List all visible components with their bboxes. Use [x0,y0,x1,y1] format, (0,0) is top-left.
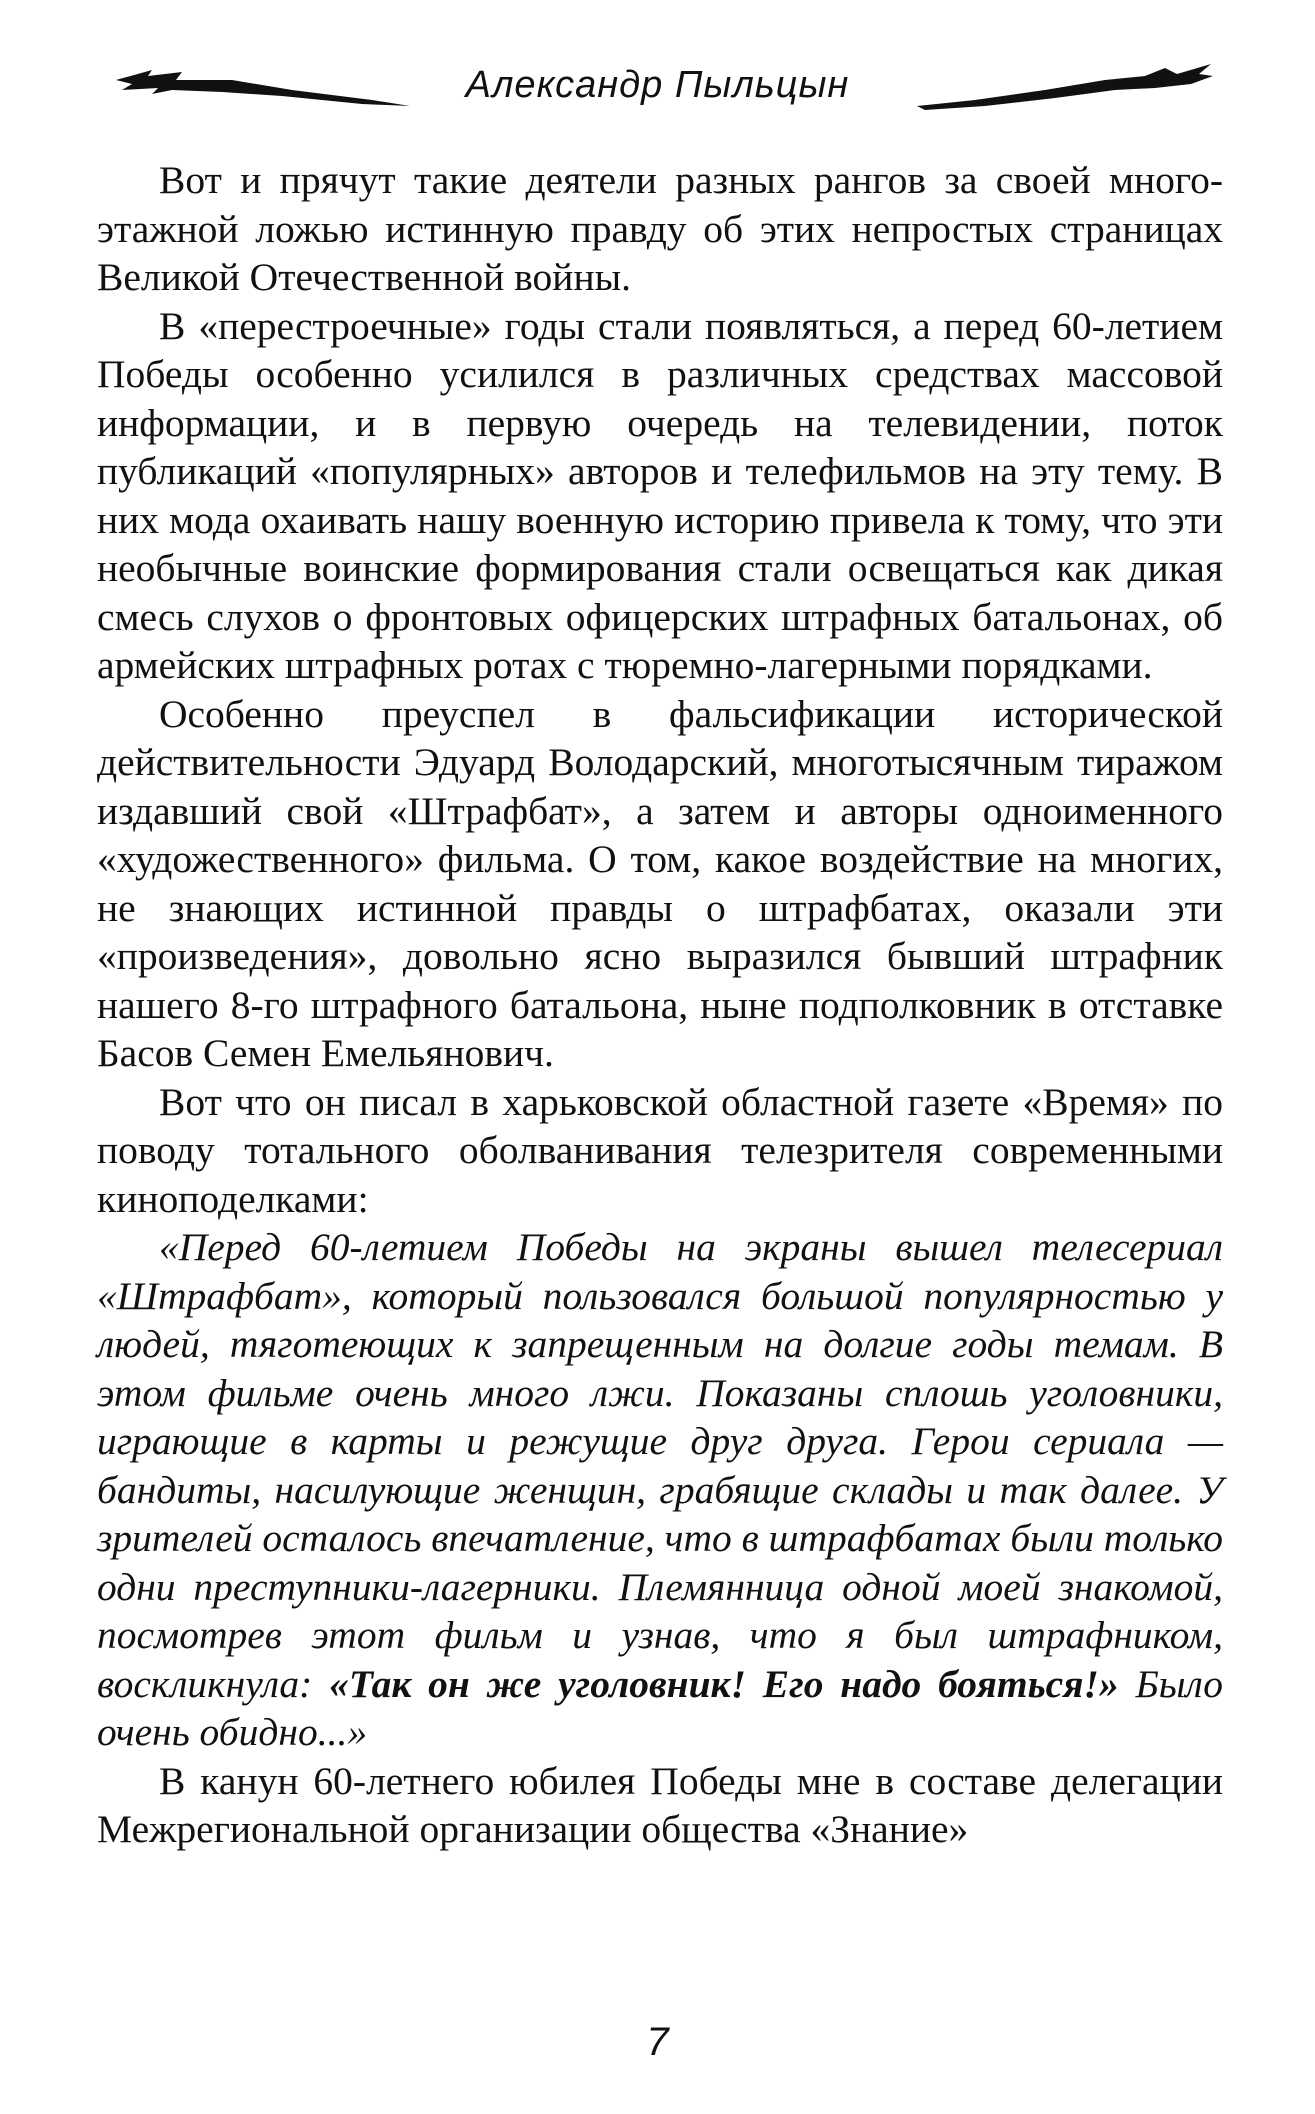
paragraph: В «перестроечные» годы стали появляться, а перед 60-летием Победы особенно усилился в различных средствах массовой информации, и в первую очередь на телевидении, поток публикаций «популярных» авторов и телефильмов на эту тему. В них мода охаивать нашу военную историю привела к тому, что эти необычные воинские формирования стали освещаться как дикая смесь слухов о фронтовых офицерских штрафных батальонах, об армейских штрафных ротах с тюремно-лагерными порядками. [97,303,1223,687]
quote-paragraph [97,1223,1223,1757]
main-text [97,156,1223,1854]
quote-text: «Перед 60-летием Победы на экраны вышел телесериал «Штрафбат», который пользовался большой популярностью у людей, тяготеющих к запрещенным на долгие годы темам. В этом фильме очень много лжи. Показаны сплошь уголовники, играющие в карты и режущие друг друга. Герои сериала — бандиты, насилующие женщин, грабящие склады и так далее. У зрителей осталось впечатление, что в штрафбатах были только одни преступники-лагерники. Племянница одной моей знакомой, посмотрев этот фильм и узнав, что я был штрафником, воскликнула: [97,1225,1223,1706]
running-header [0,50,1315,130]
paragraph: Вот что он писал в харьковской областной газете «Время» по поводу тотального оболванивания телезрителя современными киноподелками: [97,1079,1223,1221]
page-number: 7 [646,2020,669,2064]
paragraph: Вот и прячут такие деятели разных рангов за своей много-этажной ложью истинную правду об этих непростых страницах Великой Отечественной войны. [97,158,1223,299]
quote-ending: Было очень обидно...» [97,1661,1223,1754]
paragraph: В канун 60-летнего юбилея Победы мне в составе делегации Межрегиональной организации общества «Знание» [97,1758,1223,1851]
paragraph: Особенно преуспел в фальсификации исторической действительности Эдуард Володарский, многотысячным тиражом издавший свой «Штрафбат», а затем и авторы одноименного «художественного» фильма. О том, какое воздействие на многих, не знающих истинной правды о штрафбатах, оказали эти «произведения», довольно ясно выразился бывший штрафник нашего 8-го штрафного батальона, ныне подполковник в отставке Басов Семен Емельянович. [97,691,1223,1075]
quote-bold-exclamation: «Так он же уголовник! Его надо бояться!» [329,1661,1119,1706]
running-title: Александр Пыльцын [465,64,850,106]
